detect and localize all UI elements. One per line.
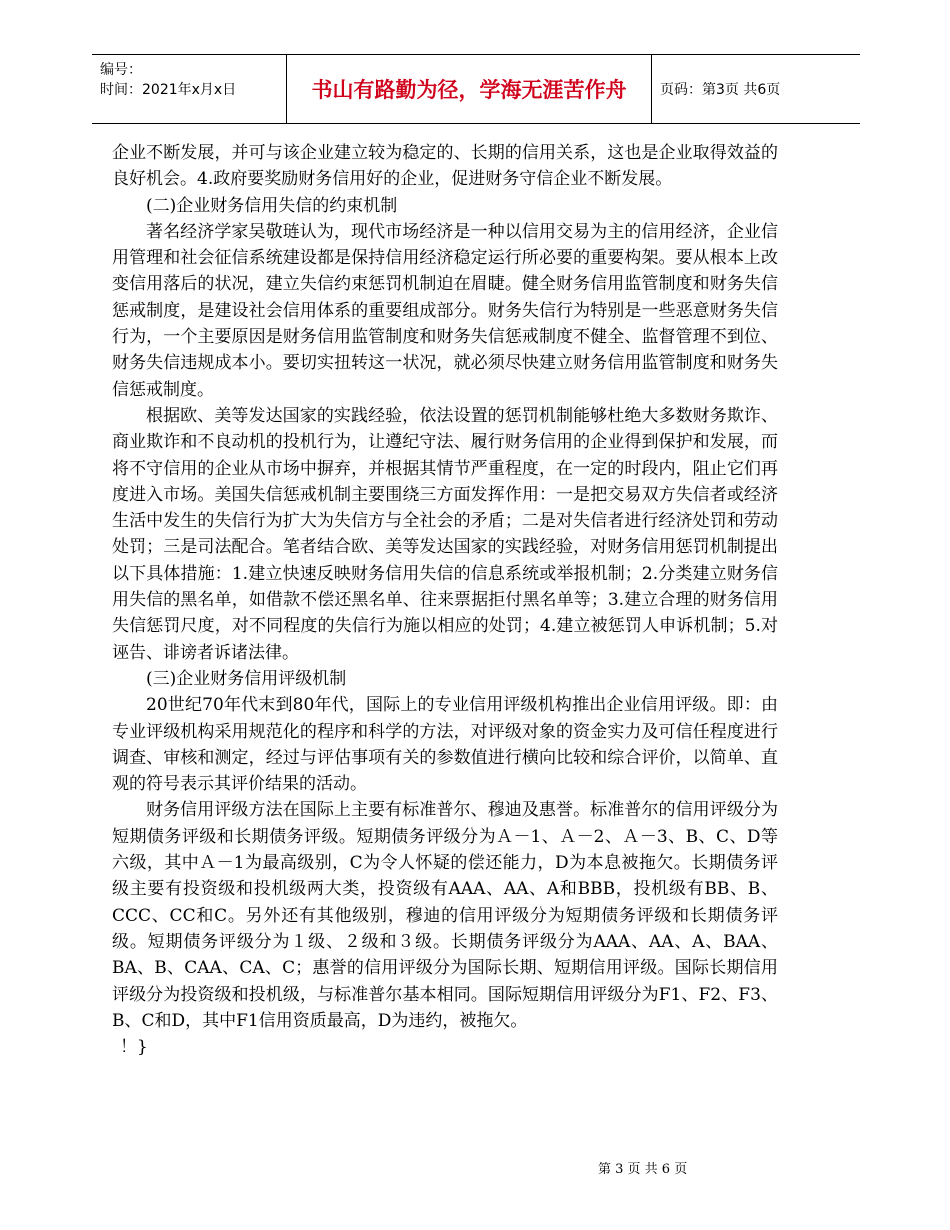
document-number-label: 编号： xyxy=(100,62,142,78)
header-motto: 书山有路勤为径，学海无涯苦作舟 xyxy=(286,55,652,123)
document-date-label: 时间：2021年x月x日 xyxy=(100,82,237,98)
body-paragraph: 根据欧、美等发达国家的实践经验，依法设置的惩罚机制能够杜绝大多数财务欺诈、商业欺诈和不良动机的投机行为，让遵纪守法、履行财务信用的企业得到保护和发展，而将不守信用的企业从市场中摒弃，并根据其情节严重程度，在一定的时段内，阻止它们再度进入市场。美国失信惩戒机制主要围绕三方面发挥作用：一是把交易双方失信者或经济生活中发生的失信行为扩大为失信方与全社会的矛盾；二是对失信者进行经济处罚和劳动处罚；三是司法配合。笔者结合欧、美等发达国家的实践经验，对财务信用惩罚机制提出以下具体措施：1.建立快速反映财务信用失信的信息系统或举报机制；2.分类建立财务信用失信的黑名单，如借款不偿还黑名单、往来票据拒付黑名单等；3.建立合理的财务信用失信惩罚尺度，对不同程度的失信行为施以相应的处罚；4.建立被惩罚人申诉机制；5.对诬告、诽谤者诉诸法律。 xyxy=(112,405,778,663)
section-heading-2: (二)企业财务信用失信的约束机制 xyxy=(146,195,398,216)
page-footer: 第 3 页 共 6 页 xyxy=(598,1162,688,1177)
document-body xyxy=(112,140,778,1060)
body-paragraph: 著名经济学家吴敬琏认为，现代市场经济是一种以信用交易为主的信用经济，企业信用管理和社会征信系统建设都是保持信用经济稳定运行所必要的重要构架。要从根本上改变信用落后的状况，建立失信约束惩罚机制迫在眉睫。健全财务信用监管制度和财务失信惩戒制度，是建设社会信用体系的重要组成部分。财务失信行为特别是一些恶意财务失信行为，一个主要原因是财务信用监管制度和财务失信惩戒制度不健全、监督管理不到位、财务失信违规成本小。要切实扭转这一状况，就必须尽快建立财务信用监管制度和财务失信惩戒制度。 xyxy=(112,221,778,400)
body-paragraph: 财务信用评级方法在国际上主要有标准普尔、穆迪及惠誉。标准普尔的信用评级分为短期债务评级和长期债务评级。短期债务评级分为Ａ－1、Ａ－2、Ａ－3、B、C、D等六级，其中Ａ－1为最高级别，C为令人怀疑的偿还能力，D为本息被拖欠。长期债务评级主要有投资级和投机级两大类，投资级有AAA、AA、A和BBB，投机级有BB、B、CCC、CC和C。另外还有其他级别，穆迪的信用评级分为短期债务评级和长期债务评级。短期债务评级分为１级、２级和３级。长期债务评级分为AAA、AA、A、BAA、BA、B、CAA、CA、C；惠誉的信用评级分为国际长期、短期信用评级。国际长期信用评级分为投资级和投机级，与标准普尔基本相同。国际短期信用评级分为F1、F2、F3、B、C和D，其中F1信用资质最高，D为违约，被拖欠。 xyxy=(112,800,778,1031)
body-paragraph: 20世纪70年代末到80年代，国际上的专业信用评级机构推出企业信用评级。即：由专业评级机构采用规范化的程序和科学的方法，对评级对象的资金实力及可信任程度进行调查、审核和测定，经过与评估事项有关的参数值进行横向比较和综合评价，以简单、直观的符号表示其评价结果的活动。 xyxy=(112,695,778,795)
section-heading-3: (三)企业财务信用评级机制 xyxy=(146,668,347,689)
paragraph-continuation: 企业不断发展，并可与该企业建立较为稳定的、长期的信用关系，这也是企业取得效益的良好机会。4.政府要奖励财务信用好的企业，促进财务守信企业不断发展。 xyxy=(112,143,778,190)
stray-characters: ！} xyxy=(120,1037,148,1058)
page-header xyxy=(92,54,860,124)
header-meta xyxy=(92,55,286,123)
header-page-number: 页码：第3页 共6页 xyxy=(660,82,781,98)
